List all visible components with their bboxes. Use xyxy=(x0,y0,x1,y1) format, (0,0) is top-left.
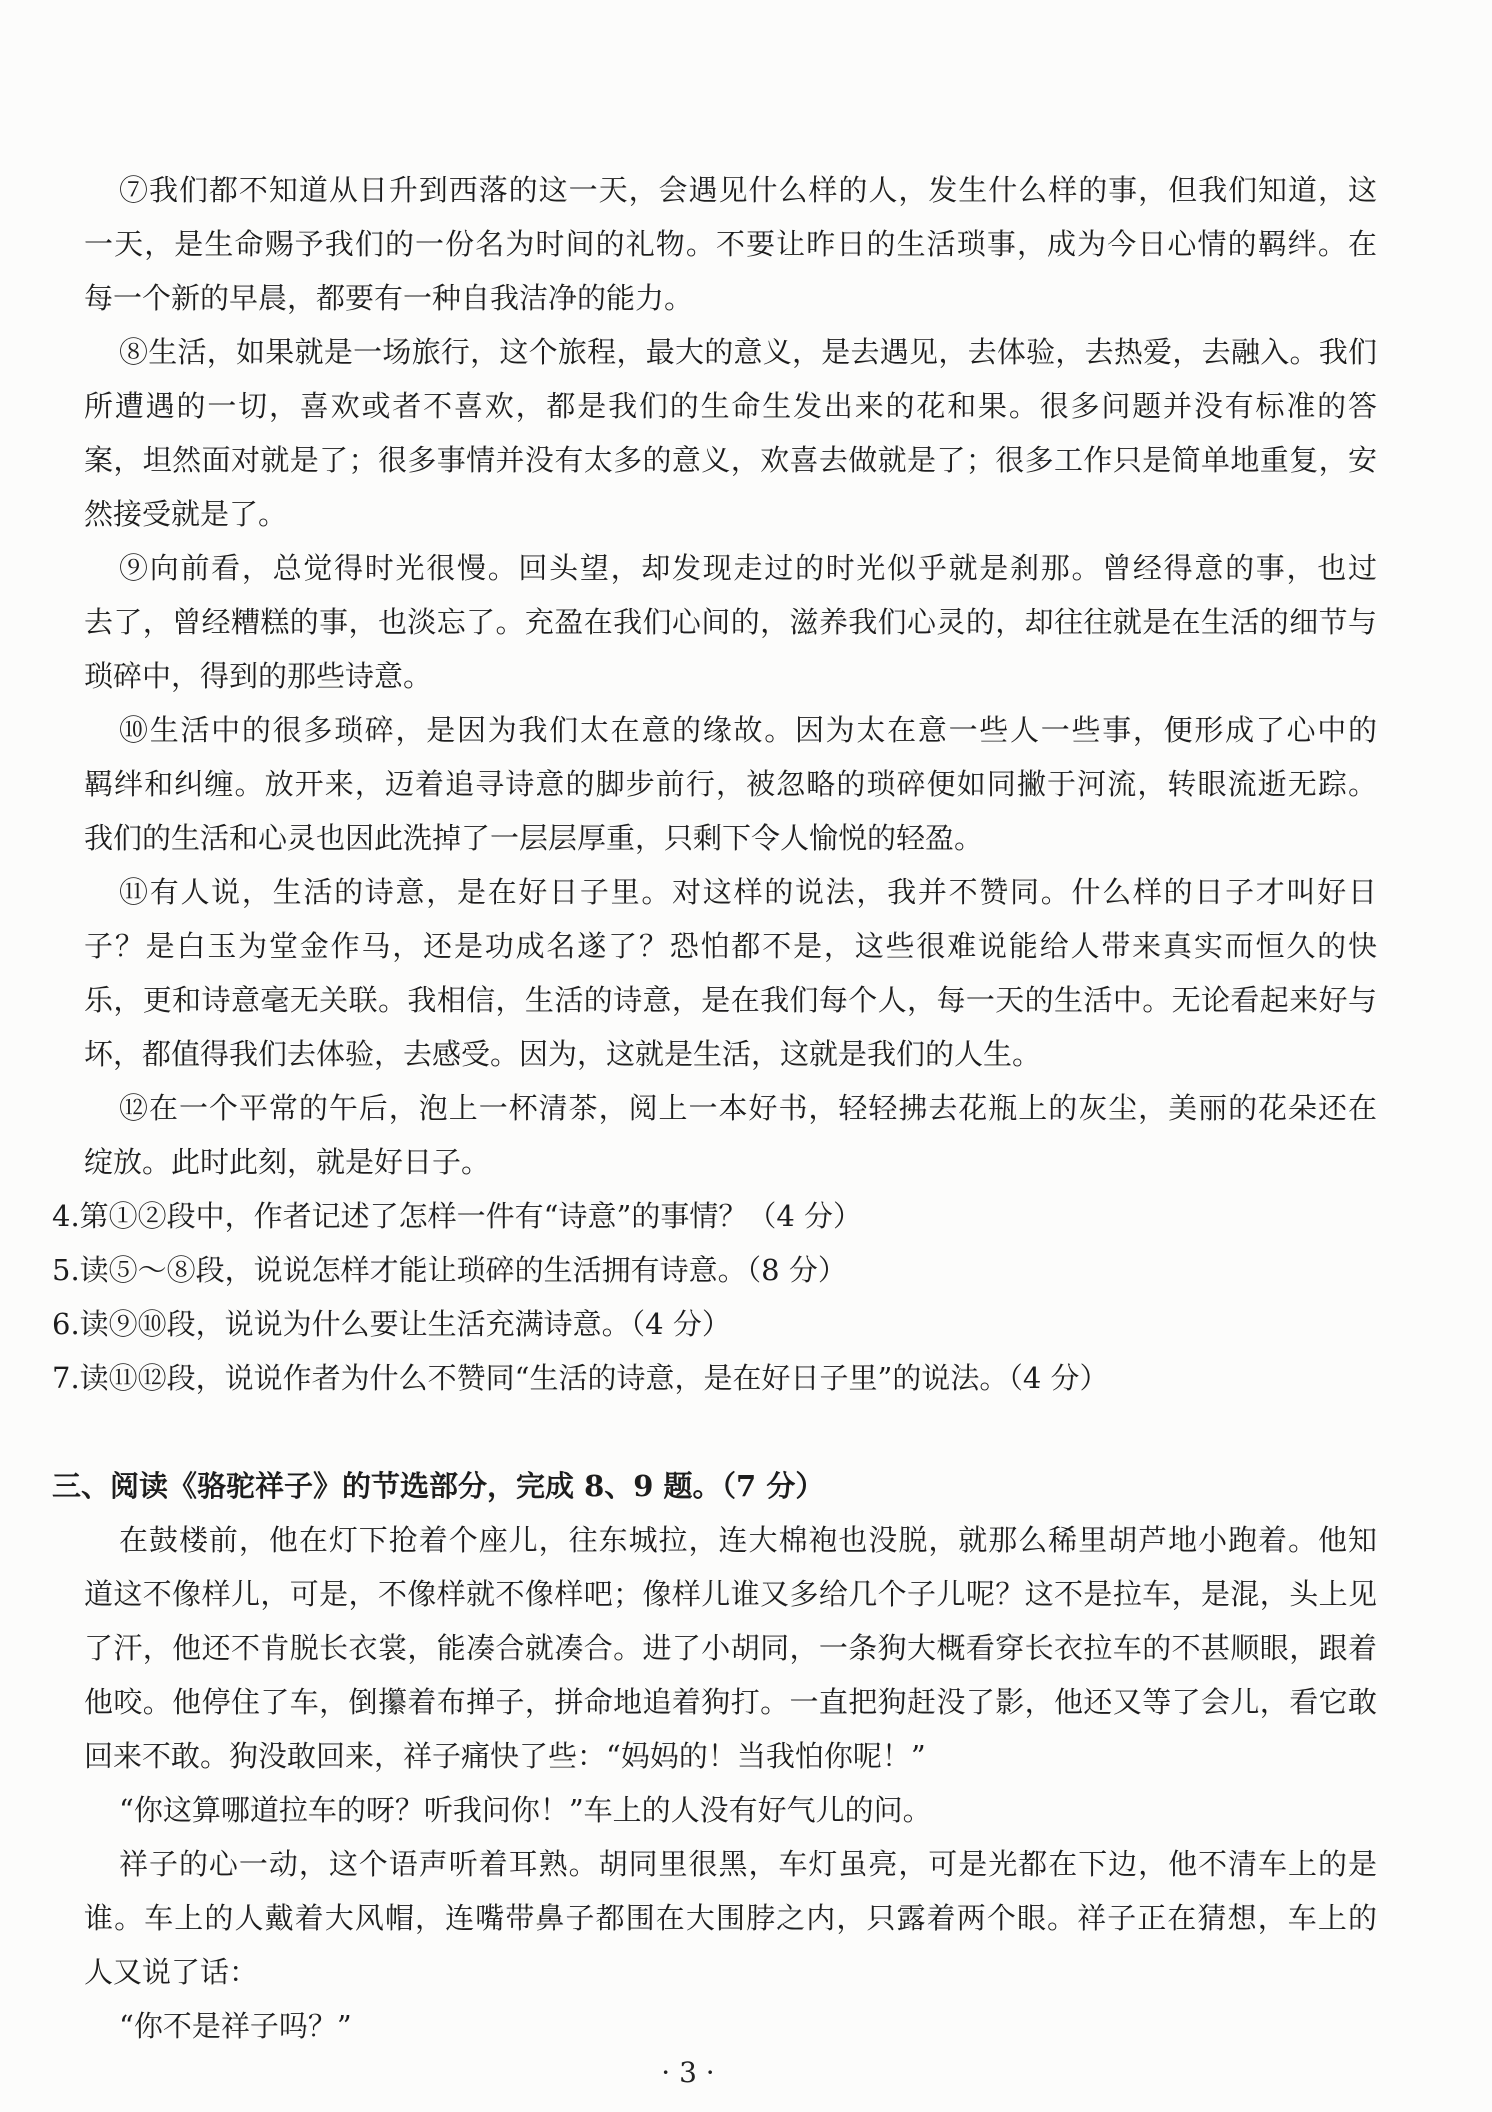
text-line: 回来不敢。狗没敢回来，祥子痛快了些：“妈妈的！当我怕你呢！” xyxy=(84,1739,926,1773)
paragraph-11 xyxy=(52,865,1377,1081)
text-line: 了汗，他还不肯脱长衣裳，能凑合就凑合。进了小胡同，一条狗大概看穿长衣拉车的不甚顺眼，跟着 xyxy=(84,1631,1377,1665)
paragraph-9 xyxy=(52,541,1377,703)
text-line: 所遭遇的一切，喜欢或者不喜欢，都是我们的生命生发出来的花和果。很多问题并没有标准的答 xyxy=(84,389,1377,423)
text-line: ⑦我们都不知道从日升到西落的这一天，会遇见什么样的人，发生什么样的事，但我们知道，这 xyxy=(119,173,1377,207)
text-line: ⑧生活，如果就是一场旅行，这个旅程，最大的意义，是去遇见，去体验，去热爱，去融入。我们 xyxy=(119,335,1377,369)
text-line: 琐碎中，得到的那些诗意。 xyxy=(84,659,433,693)
exam-page-body xyxy=(52,163,1377,2053)
excerpt-paragraph-2 xyxy=(52,1783,1377,1837)
text-line: 人又说了话： xyxy=(84,1955,259,1989)
text-line: ⑫在一个平常的午后，泡上一杯清茶，阅上一本好书，轻轻拂去花瓶上的灰尘，美丽的花朵还在 xyxy=(119,1091,1377,1125)
page-number: · 3 · xyxy=(661,2056,715,2089)
excerpt-paragraph-3 xyxy=(52,1837,1377,1999)
paragraph-12 xyxy=(52,1081,1377,1189)
text-line: “你不是祥子吗？” xyxy=(119,2009,352,2043)
text-line: 每一个新的早晨，都要有一种自我洁净的能力。 xyxy=(84,281,694,315)
text-line: 他咬。他停住了车，倒攥着布掸子，拼命地追着狗打。一直把狗赶没了影，他还又等了会儿，看它敢 xyxy=(84,1685,1377,1719)
paragraph-7 xyxy=(52,163,1377,325)
section-gap xyxy=(52,1405,1377,1459)
text-line: ⑩生活中的很多琐碎，是因为我们太在意的缘故。因为太在意一些人一些事，便形成了心中的 xyxy=(119,713,1377,747)
text-line: 我们的生活和心灵也因此洗掉了一层层厚重，只剩下令人愉悦的轻盈。 xyxy=(84,821,984,855)
question-6: 6.读⑨⑩段，说说为什么要让生活充满诗意。（4 分） xyxy=(52,1307,731,1341)
excerpt-paragraph-1 xyxy=(52,1513,1377,1783)
question-4: 4.第①②段中，作者记述了怎样一件有“诗意”的事情？（4 分） xyxy=(52,1199,862,1233)
text-line: 去了，曾经糟糕的事，也淡忘了。充盈在我们心间的，滋养我们心灵的，却往往就是在生活的细节与 xyxy=(84,605,1377,639)
paragraph-8 xyxy=(52,325,1377,541)
text-line: 子？是白玉为堂金作马，还是功成名遂了？恐怕都不是，这些很难说能给人带来真实而恒久的快 xyxy=(84,929,1377,963)
text-line: 羁绊和纠缠。放开来，迈着追寻诗意的脚步前行，被忽略的琐碎便如同撇于河流，转眼流逝无踪。 xyxy=(84,767,1377,801)
text-line: 乐，更和诗意毫无关联。我相信，生活的诗意，是在我们每个人，每一天的生活中。无论看起来好与 xyxy=(84,983,1377,1017)
text-line: 坏，都值得我们去体验，去感受。因为，这就是生活，这就是我们的人生。 xyxy=(84,1037,1042,1071)
question-list xyxy=(52,1189,1377,1405)
text-line: 谁。车上的人戴着大风帽，连嘴带鼻子都围在大围脖之内，只露着两个眼。祥子正在猜想，车上的 xyxy=(84,1901,1377,1935)
question-5: 5.读⑤～⑧段，说说怎样才能让琐碎的生活拥有诗意。（8 分） xyxy=(52,1253,847,1287)
section-heading: 三、阅读《骆驼祥子》的节选部分，完成 8、9 题。（7 分） xyxy=(52,1469,825,1503)
text-line: 在鼓楼前，他在灯下抢着个座儿，往东城拉，连大棉袍也没脱，就那么稀里胡芦地小跑着。他知 xyxy=(119,1523,1377,1557)
text-line: 然接受就是了。 xyxy=(84,497,288,531)
text-line: 祥子的心一动，这个语声听着耳熟。胡同里很黑，车灯虽亮，可是光都在下边，他不清车上的是 xyxy=(119,1847,1377,1881)
text-line: ⑪有人说，生活的诗意，是在好日子里。对这样的说法，我并不赞同。什么样的日子才叫好日 xyxy=(119,875,1377,909)
text-line: ⑨向前看，总觉得时光很慢。回头望，却发现走过的时光似乎就是刹那。曾经得意的事，也过 xyxy=(119,551,1377,585)
text-line: 案，坦然面对就是了；很多事情并没有太多的意义，欢喜去做就是了；很多工作只是简单地重复，安 xyxy=(84,443,1377,477)
text-line: 绽放。此时此刻，就是好日子。 xyxy=(84,1145,491,1179)
question-7: 7.读⑪⑫段，说说作者为什么不赞同“生活的诗意，是在好日子里”的说法。（4 分） xyxy=(52,1361,1109,1395)
text-line: 道这不像样儿，可是，不像样就不像样吧；像样儿谁又多给几个子儿呢？这不是拉车，是混，头上见 xyxy=(84,1577,1377,1611)
text-line: 一天，是生命赐予我们的一份名为时间的礼物。不要让昨日的生活琐事，成为今日心情的羁绊。在 xyxy=(84,227,1377,261)
excerpt-paragraph-4 xyxy=(52,1999,1377,2053)
text-line: “你这算哪道拉车的呀？听我问你！”车上的人没有好气儿的问。 xyxy=(119,1793,932,1827)
paragraph-10 xyxy=(52,703,1377,865)
